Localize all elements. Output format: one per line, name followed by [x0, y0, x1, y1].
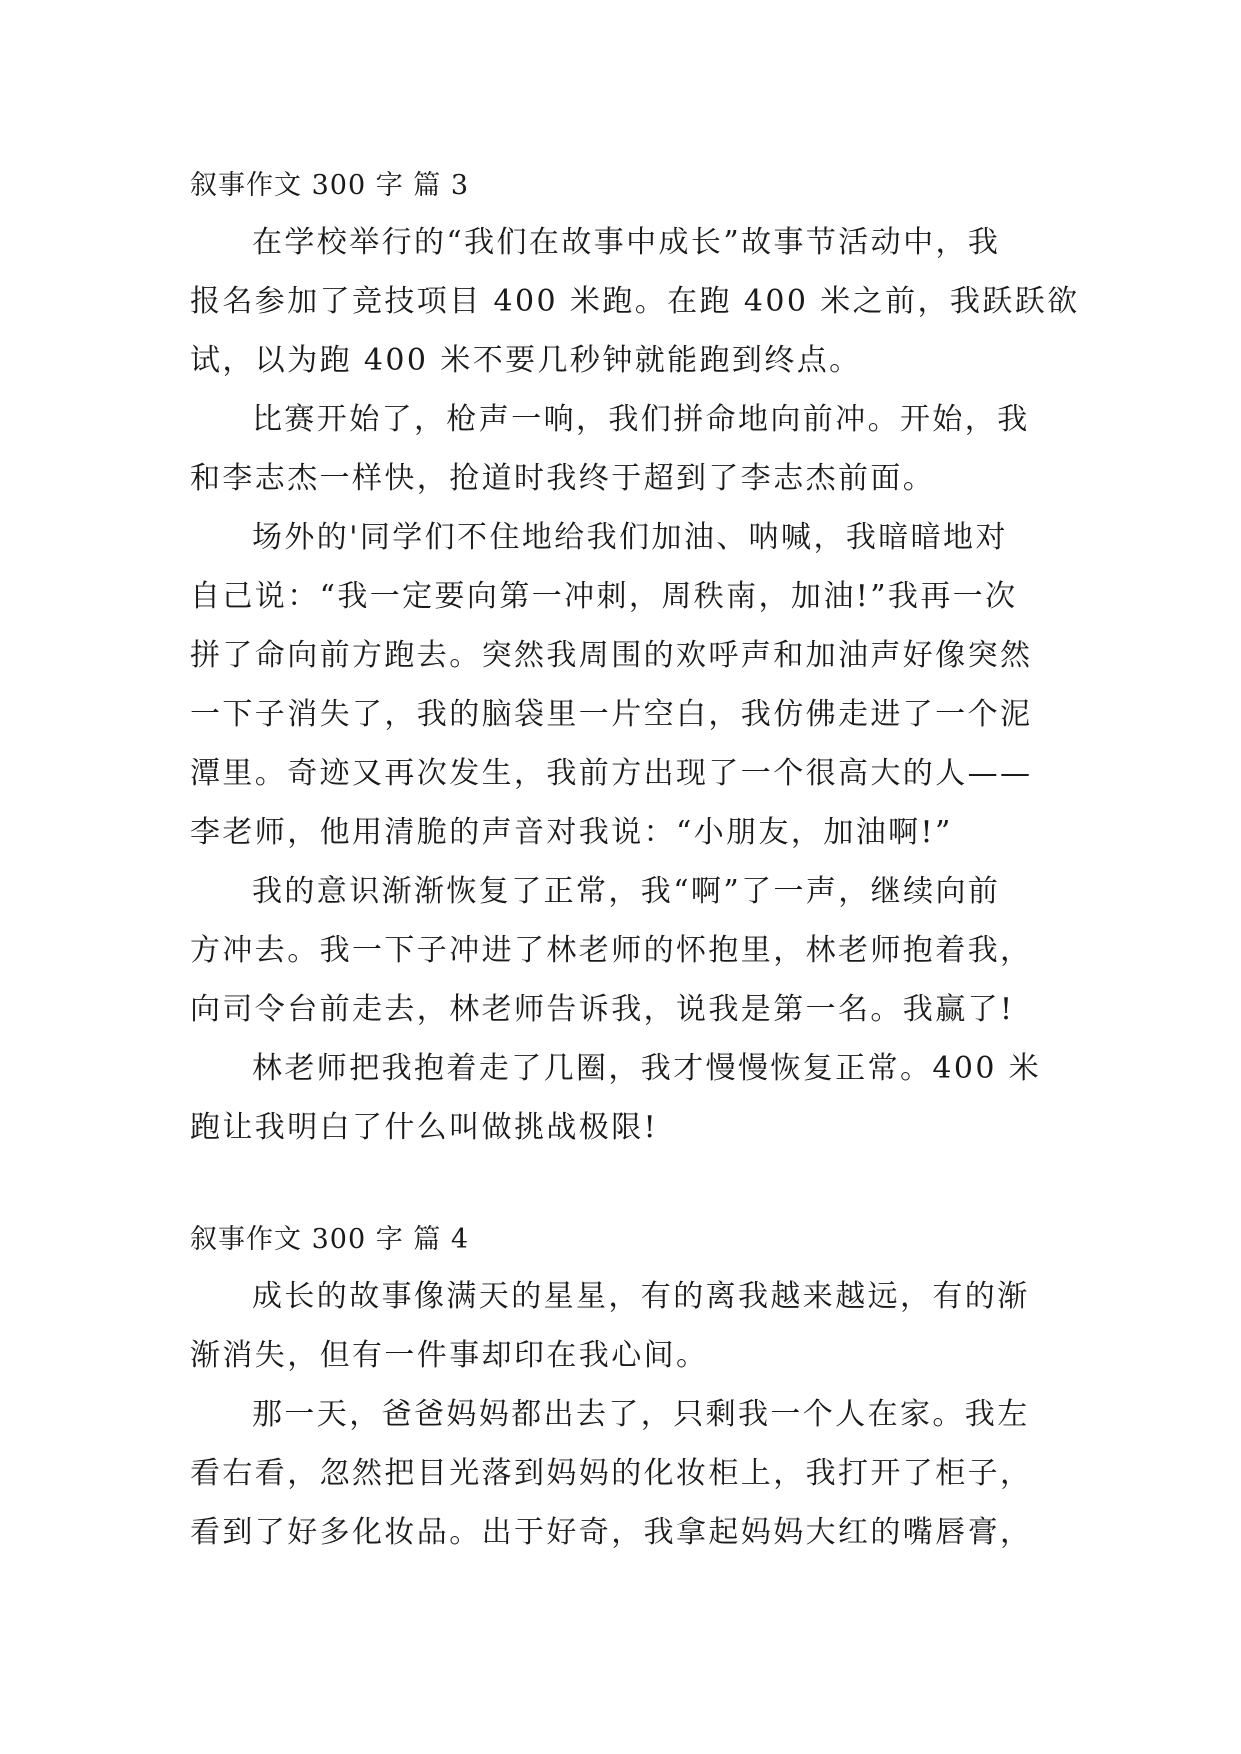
paragraph: [190, 1039, 1060, 1157]
text-line: 试，以为跑 400 米不要几秒钟就能跑到终点。: [190, 343, 862, 378]
text-line: 在学校举行的“我们在故事中成长”故事节活动中，我: [252, 225, 1001, 260]
text-line: 林老师把我抱着走了几圈，我才慢慢恢复正常。400 米: [252, 1051, 1042, 1086]
paragraph: [190, 508, 1060, 862]
text-line: 一下子消失了，我的脑袋里一片空白，我仿佛走进了一个泥: [190, 697, 1033, 732]
section-body: [190, 1267, 1060, 1562]
paragraph: [190, 862, 1060, 1039]
text-line: 拼了命向前方跑去。突然我周围的欢呼声和加油声好像突然: [190, 638, 1033, 673]
text-line: 看到了好多化妆品。出于好奇，我拿起妈妈大红的嘴唇膏，: [190, 1515, 1033, 1550]
text-line: 看右看，忽然把目光落到妈妈的化妆柜上，我打开了柜子，: [190, 1456, 1033, 1491]
text-line: 我的意识渐渐恢复了正常，我“啊”了一声，继续向前: [252, 874, 1001, 909]
paragraph: [190, 1267, 1060, 1385]
text-line: 渐消失，但有一件事却印在我心间。: [190, 1338, 709, 1373]
section-heading: 叙事作文 300 字 篇 4: [190, 1224, 470, 1255]
text-line: 那一天，爸爸妈妈都出去了，只剩我一个人在家。我左: [252, 1397, 1030, 1432]
paragraph: [190, 390, 1060, 508]
text-line: 向司令台前走去，林老师告诉我，说我是第一名。我赢了!: [190, 992, 1015, 1027]
text-line: 比赛开始了，枪声一响，我们拼命地向前冲。开始，我: [252, 402, 1030, 437]
essay-section-3: [190, 158, 1080, 1157]
text-line: 跑让我明白了什么叫做挑战极限!: [190, 1110, 659, 1145]
text-line: 方冲去。我一下子冲进了林老师的怀抱里，林老师抱着我，: [190, 933, 1033, 968]
text-line: 和李志杰一样快，抢道时我终于超到了李志杰前面。: [190, 461, 936, 496]
text-line: 报名参加了竞技项目 400 米跑。在跑 400 米之前，我跃跃欲: [190, 284, 1080, 319]
text-line: 自己说：“我一定要向第一冲刺，周秩南，加油!”我再一次: [190, 579, 1018, 614]
text-line: 成长的故事像满天的星星，有的离我越来越远，有的渐: [252, 1279, 1030, 1314]
text-line: 李老师，他用清脆的声音对我说：“小朋友，加油啊!”: [190, 815, 953, 850]
text-line: 场外的'同学们不住地给我们加油、呐喊，我暗暗地对: [252, 520, 1008, 555]
section-heading: 叙事作文 300 字 篇 3: [190, 170, 470, 201]
text-line: 潭里。奇迹又再次发生，我前方出现了一个很高大的人——: [190, 756, 1033, 791]
paragraph: [190, 213, 1080, 390]
section-body: [190, 213, 1080, 1157]
essay-section-4: [190, 1212, 1060, 1562]
paragraph: [190, 1385, 1060, 1562]
